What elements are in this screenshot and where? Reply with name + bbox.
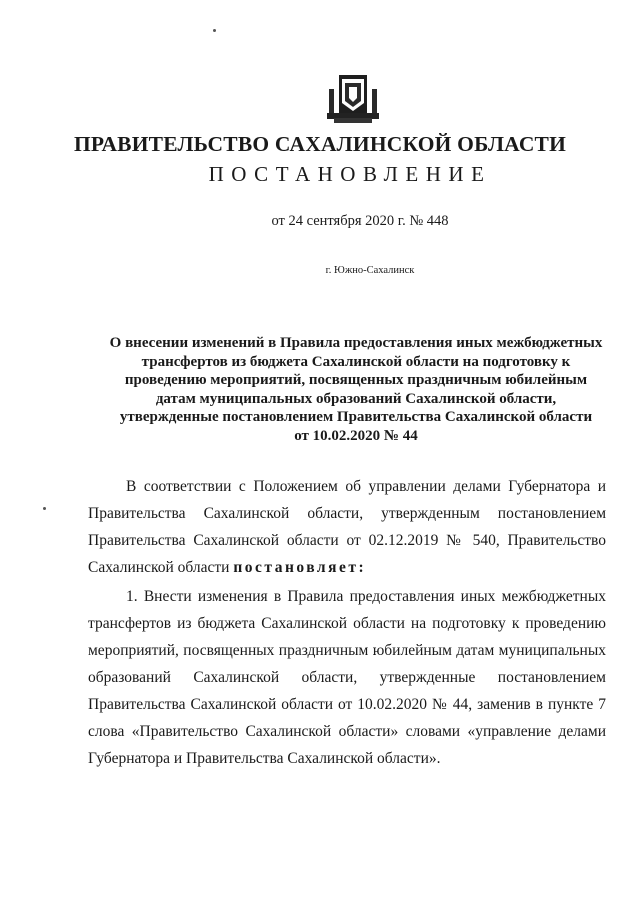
decree-word: постановляет: (233, 559, 367, 576)
subject-line: трансфертов из бюджета Сахалинской области на подготовку к (141, 353, 571, 370)
document-city: г. Южно-Сахалинск (325, 265, 415, 276)
document-type: ПОСТАНОВЛЕНИЕ (208, 162, 492, 186)
document-subject (100, 334, 612, 445)
item-1-paragraph: 1. Внести изменения в Правила предоставления иных межбюджетных трансфертов из бюджета Сахалинской области на подготовку к проведению мероприятий, посвященных праздничным юбилейным датам муниципальных образований Сахалинской области, утвержденные постановлением Правительства Сахалинской области от 10.02.2020 № 44, заменив в пункте 7 слова «Правительство Сахалинской области» словами «управление делами Губернатора и Правительства Сахалинской области». (88, 588, 606, 767)
subject-line: от 10.02.2020 № 44 (294, 427, 418, 444)
scan-speck (213, 29, 216, 32)
subject-line: утвержденные постановлением Правительства Сахалинской области (119, 409, 593, 425)
government-title: ПРАВИТЕЛЬСТВО САХАЛИНСКОЙ ОБЛАСТИ (73, 132, 567, 156)
document-date-number: от 24 сентября 2020 г. № 448 (271, 213, 449, 229)
preamble-text: В соответствии с Положением об управлении делами Губернатора и Правительства Сахалинской области, утвержденным постановлением Правительства Сахалинской области от 02.12.2019 № 540, Правительство Сахалинской области (88, 478, 606, 576)
document-body (88, 473, 606, 772)
preamble-paragraph (88, 473, 606, 581)
subject-line: О внесении изменений в Правила предоставления иных межбюджетных (109, 335, 603, 351)
subject-line: датам муниципальных образований Сахалинской области, (155, 390, 557, 407)
sakhalin-coat-of-arms-icon (325, 73, 381, 125)
subject-line: проведению мероприятий, посвященных праздничным юбилейным (124, 372, 588, 388)
scan-speck (43, 507, 46, 510)
